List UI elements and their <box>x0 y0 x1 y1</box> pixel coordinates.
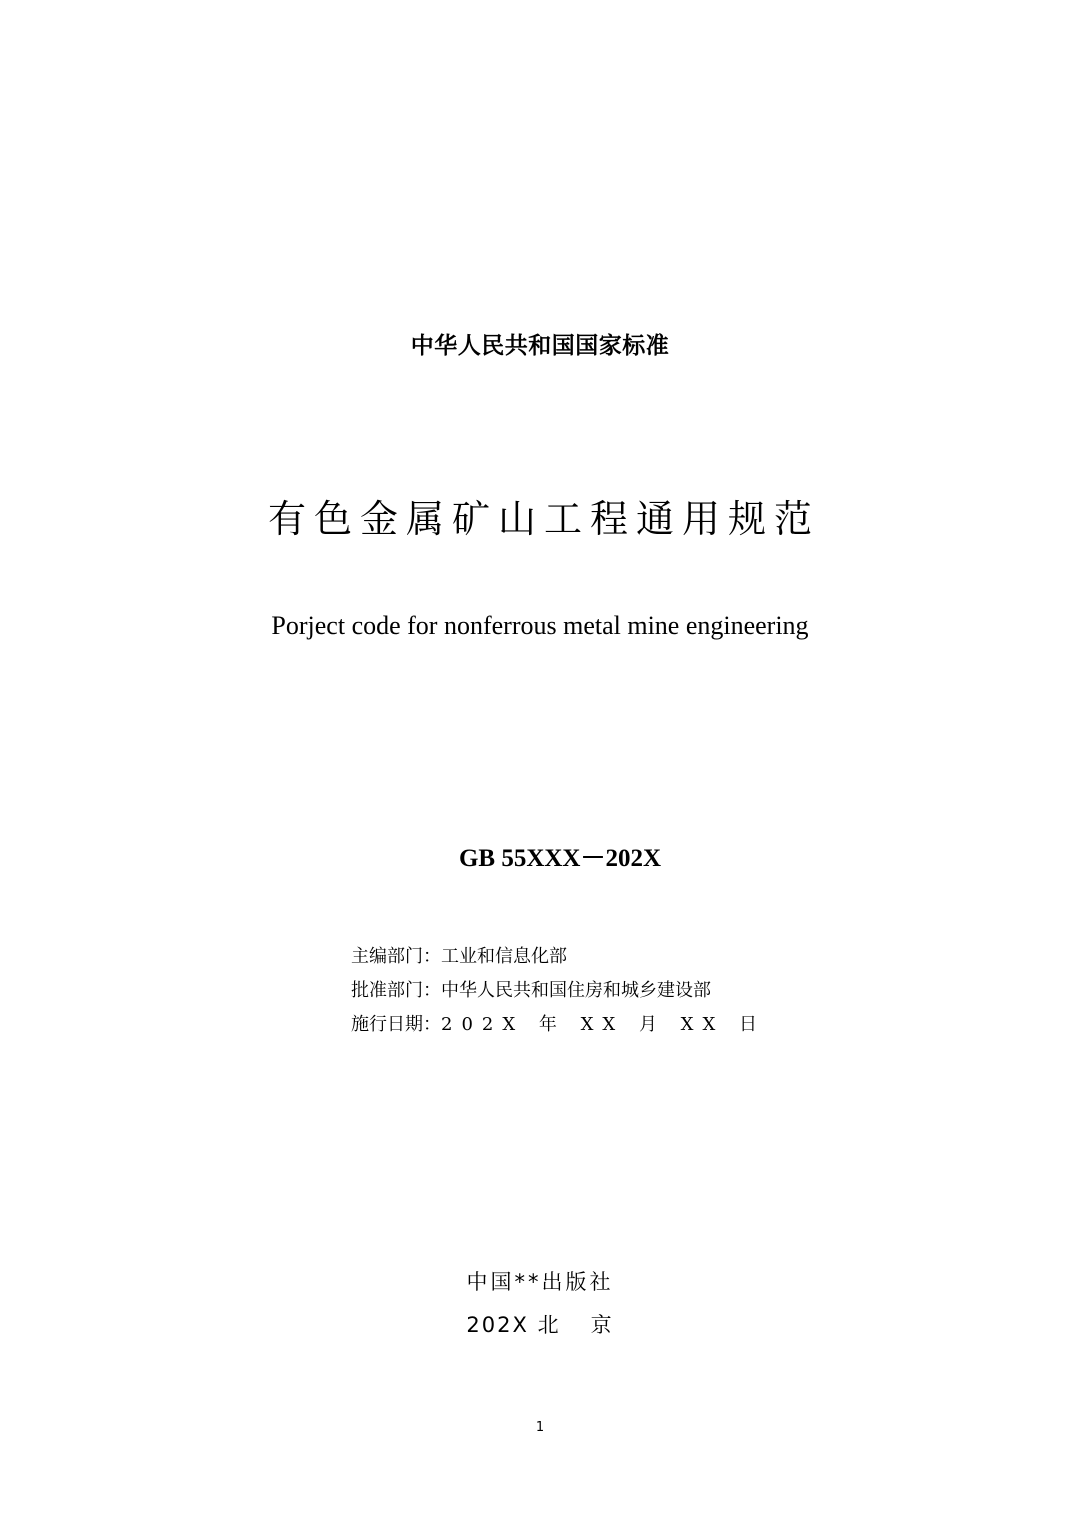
document-title-chinese: 有色金属矿山工程通用规范 <box>267 497 820 541</box>
approver-value: 中华人民共和国住房和城乡建设部 <box>441 980 711 1001</box>
city-char-1: 北 <box>537 1313 561 1337</box>
page-number: 1 <box>535 1420 545 1435</box>
effective-date-label: 施行日期： <box>351 1014 441 1035</box>
effective-date-row <box>351 1008 766 1042</box>
editor-label: 主编部门： <box>351 946 441 967</box>
issuance-info <box>351 940 766 1042</box>
approver-label: 批准部门： <box>351 980 441 1001</box>
editor-value: 工业和信息化部 <box>441 946 567 967</box>
editor-row <box>351 940 766 974</box>
approver-row <box>351 974 766 1008</box>
city-char-2: 京 <box>590 1313 614 1337</box>
effective-date-value: 202X 年 XX 月 XX 日 <box>441 1014 767 1035</box>
standard-code: GB 55XXX－202X <box>458 845 662 872</box>
document-title-english: Porject code for nonferrous metal mine engineering <box>271 611 809 640</box>
publisher-name: 中国**出版社 <box>466 1270 614 1294</box>
publication-place <box>0 1309 1080 1339</box>
publication-year: 202X <box>466 1313 529 1337</box>
standard-category-heading: 中华人民共和国国家标准 <box>410 333 670 359</box>
